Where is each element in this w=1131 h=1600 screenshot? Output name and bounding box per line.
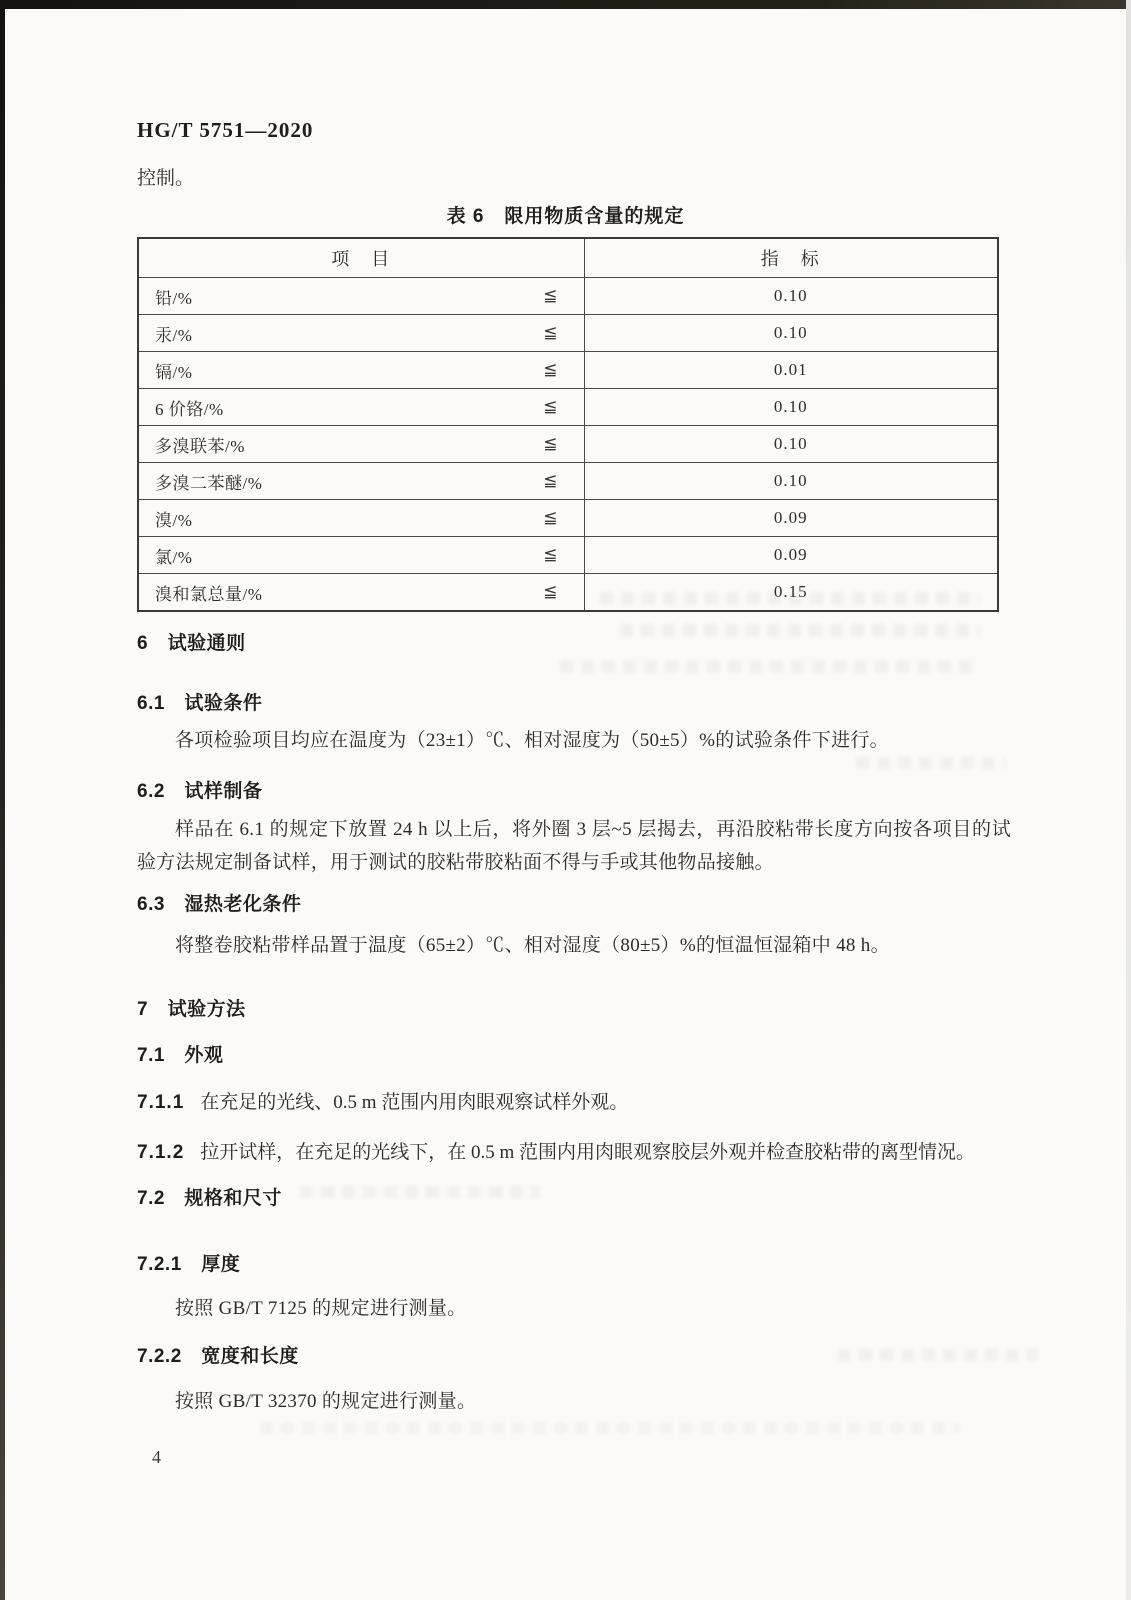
less-equal-symbol: ≦: [543, 545, 558, 564]
subsection-heading: 7.2 规格和尺寸: [137, 1188, 282, 1209]
table-row: [138, 278, 998, 315]
scan-edge-left: [0, 0, 5, 1600]
limit-value: 0.10: [584, 278, 998, 315]
table-title: 表 6 限用物质含量的规定: [446, 206, 685, 227]
table-row: [138, 500, 998, 537]
limit-value: 0.15: [584, 574, 998, 612]
table-row: [138, 426, 998, 463]
subsection-heading: 6.2 试样制备: [137, 781, 263, 802]
table-row: [138, 463, 998, 500]
substance-name: 溴和氯总量/%: [155, 584, 263, 604]
bleedthrough-artifact: [300, 1186, 540, 1198]
bleedthrough-artifact: [260, 1422, 960, 1434]
subsection-heading: 6.3 湿热老化条件: [137, 894, 302, 915]
substance-name: 多溴二苯醚/%: [155, 473, 263, 493]
table-row: [138, 574, 998, 612]
limit-value: 0.01: [584, 352, 998, 389]
intro-text: 控制。: [137, 168, 195, 189]
clause-text: 在充足的光线、0.5 m 范围内用肉眼观察试样外观。: [200, 1092, 629, 1113]
table-row: [138, 352, 998, 389]
section-heading: 6 试验通则: [137, 633, 246, 654]
substance-name: 氯/%: [155, 547, 193, 567]
subsection-heading: 7.2.1 厚度: [137, 1254, 241, 1275]
less-equal-symbol: ≦: [543, 360, 558, 379]
limit-value: 0.10: [584, 463, 998, 500]
table-header-index: 指 标: [584, 238, 998, 278]
less-equal-symbol: ≦: [543, 508, 558, 527]
table-header-item: 项 目: [138, 238, 584, 278]
restricted-substances-table: [137, 237, 999, 612]
less-equal-symbol: ≦: [543, 286, 558, 305]
limit-value: 0.10: [584, 389, 998, 426]
clause: [137, 1137, 975, 1164]
scan-edge-top: [0, 0, 1131, 9]
substance-name: 镉/%: [155, 362, 193, 382]
limit-value: 0.09: [584, 537, 998, 574]
clause-text: 拉开试样，在充足的光线下，在 0.5 m 范围内用肉眼观察胶层外观并检查胶粘带的离型情况。: [200, 1142, 976, 1163]
clause-number: 7.1.2: [137, 1142, 185, 1163]
less-equal-symbol: ≦: [543, 582, 558, 601]
substance-name: 汞/%: [155, 325, 193, 345]
paragraph: 各项检验项目均应在温度为（23±1）℃、相对湿度为（50±5）%的试验条件下进行。: [175, 730, 889, 751]
subsection-heading: 6.1 试验条件: [137, 693, 263, 714]
clause-number: 7.1.1: [137, 1092, 185, 1113]
substance-name: 多溴联苯/%: [155, 436, 245, 456]
table-row: [138, 537, 998, 574]
limit-value: 0.10: [584, 315, 998, 352]
less-equal-symbol: ≦: [543, 434, 558, 453]
subsection-heading: 7.2.2 宽度和长度: [137, 1346, 299, 1367]
limit-value: 0.10: [584, 426, 998, 463]
table-header-row: [138, 238, 998, 278]
substance-name: 溴/%: [155, 510, 193, 530]
paragraph: 将整卷胶粘带样品置于温度（65±2）℃、相对湿度（80±5）%的恒温恒湿箱中 48 h。: [175, 935, 890, 956]
scan-edge-right: [1126, 0, 1131, 1600]
substance-name: 6 价铬/%: [155, 399, 224, 419]
bleedthrough-artifact: [620, 624, 980, 637]
less-equal-symbol: ≦: [543, 471, 558, 490]
page-number: 4: [152, 1447, 161, 1467]
substance-name: 铅/%: [155, 288, 193, 308]
less-equal-symbol: ≦: [543, 397, 558, 416]
clause: [137, 1087, 628, 1114]
less-equal-symbol: ≦: [543, 323, 558, 342]
table-row: [138, 389, 998, 426]
section-heading: 7 试验方法: [137, 999, 246, 1020]
paragraph: 样品在 6.1 的规定下放置 24 h 以上后，将外圈 3 层~5 层揭去，再沿胶粘带长度方向按各项目的试验方法规定制备试样，用于测试的胶粘带胶粘面不得与手或其他物品接触。: [137, 819, 1011, 873]
table-row: [138, 315, 998, 352]
bleedthrough-artifact: [856, 757, 1006, 769]
paragraph: 按照 GB/T 32370 的规定进行测量。: [175, 1391, 477, 1412]
bleedthrough-artifact: [838, 1349, 1038, 1361]
standard-code: HG/T 5751—2020: [137, 118, 314, 142]
subsection-heading: 7.1 外观: [137, 1045, 224, 1066]
bleedthrough-artifact: [560, 660, 980, 673]
limit-value: 0.09: [584, 500, 998, 537]
paragraph: 按照 GB/T 7125 的规定进行测量。: [175, 1298, 467, 1319]
